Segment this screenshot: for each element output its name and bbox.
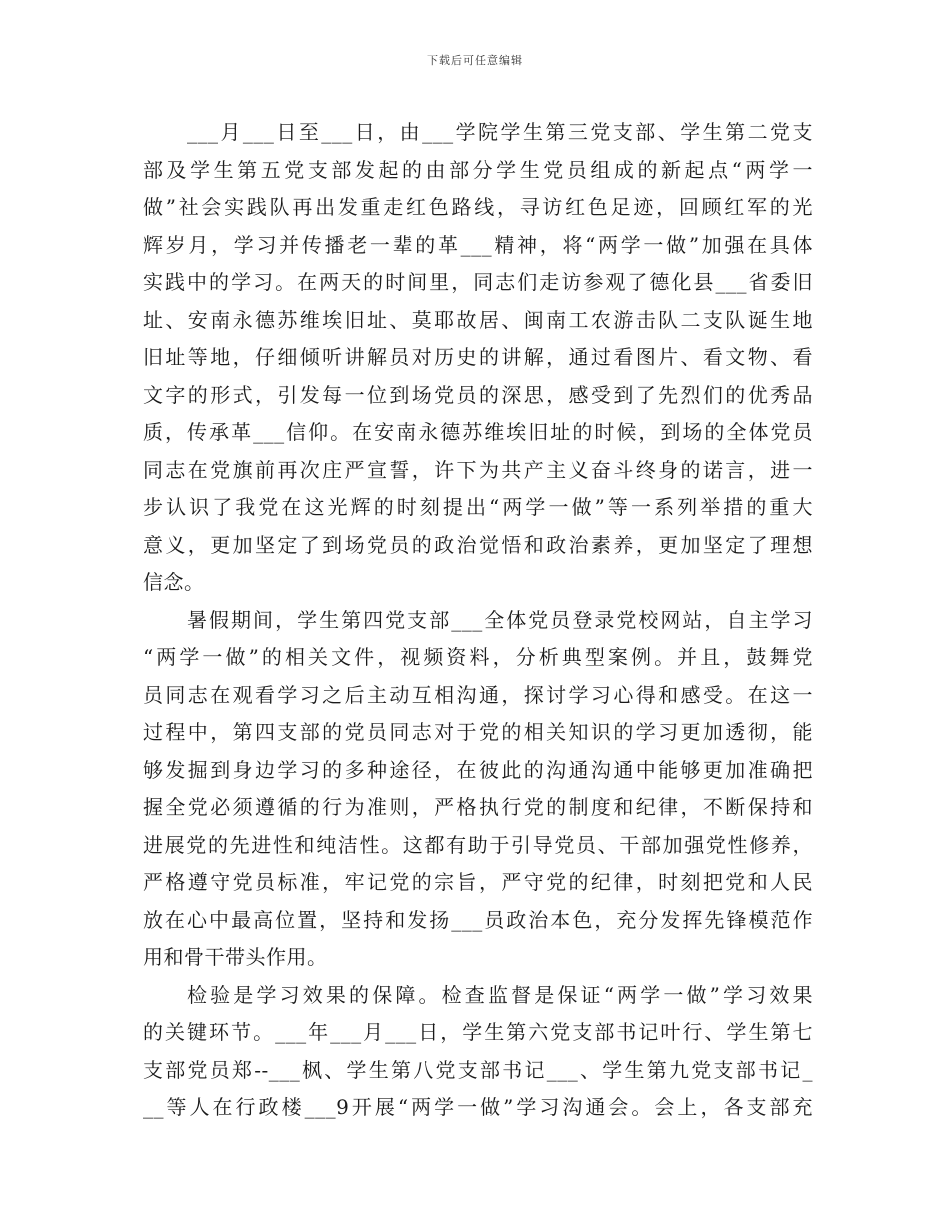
text-line: 址、安南永德苏维埃旧址、莫耶故居、闽南工农游击队二支队诞生地: [143, 307, 813, 332]
text-line: 够发掘到身边学习的多种途径，在彼此的沟通沟通中能够更加准确把: [143, 757, 813, 782]
text-line: 信念。: [143, 570, 205, 594]
document-body: [143, 114, 813, 1127]
text-line: 放在心中最高位置，坚持和发扬___员政治本色，充分发挥先锋模范作: [143, 907, 813, 932]
text-line: 实践中的学习。在两天的时间里，同志们走访参观了德化县___省委旧: [143, 270, 813, 294]
text-line: 步认识了我党在这光辉的时刻提出“两学一做”等一系列举措的重大: [143, 495, 813, 519]
text-line: 检验是学习效果的保障。检查监督是保证“两学一做”学习效果: [187, 982, 813, 1007]
text-line: 进展党的先进性和纯洁性。这都有助于引导党员、干部加强党性修养，: [143, 832, 813, 857]
text-line: 质，传承革___信仰。在安南永德苏维埃旧址的时候，到场的全体党员: [143, 420, 813, 444]
text-line: 暑假期间，学生第四党支部___全体党员登录党校网站，自主学习: [187, 607, 813, 632]
text-line: 支部党员郑--___枫、学生第八党支部书记___、学生第九党支部书记_: [143, 1057, 813, 1082]
text-line: ___月___日至___日，由___学院学生第三党支部、学生第二党支: [187, 120, 813, 144]
text-line: 握全党必须遵循的行为准则，严格执行党的制度和纪律，不断保持和: [143, 795, 813, 819]
text-line: 的关键环节。___年___月___日，学生第六党支部书记叶行、学生第七: [143, 1020, 813, 1044]
text-line: 用和骨干带头作用。: [143, 945, 328, 969]
text-line: 同志在党旗前再次庄严宣誓，许下为共产主义奋斗终身的诺言，进一: [143, 457, 813, 482]
text-line: 严格遵守党员标准，牢记党的宗旨，严守党的纪律，时刻把党和人民: [143, 870, 813, 894]
text-line: 做”社会实践队再出发重走红色路线，寻访红色足迹，回顾红军的光: [143, 195, 813, 219]
text-line: 辉岁月，学习并传播老一辈的革___精神，将“两学一做”加强在具体: [143, 232, 813, 257]
text-line: 过程中，第四支部的党员同志对于党的相关知识的学习更加透彻，能: [143, 720, 813, 744]
text-line: __等人在行政楼___9开展“两学一做”学习沟通会。会上，各支部充: [143, 1095, 813, 1119]
page-header: 下载后可任意编辑: [427, 54, 523, 67]
text-line: 意义，更加坚定了到场党员的政治觉悟和政治素养，更加坚定了理想: [143, 532, 813, 557]
text-line: 旧址等地，仔细倾听讲解员对历史的讲解，通过看图片、看文物、看: [143, 345, 813, 369]
text-line: “两学一做”的相关文件，视频资料，分析典型案例。并且，鼓舞党: [143, 645, 813, 669]
text-line: 员同志在观看学习之后主动互相沟通，探讨学习心得和感受。在这一: [143, 682, 813, 707]
text-line: 部及学生第五党支部发起的由部分学生党员组成的新起点“两学一: [143, 157, 813, 182]
text-line: 文字的形式，引发每一位到场党员的深思，感受到了先烈们的优秀品: [143, 382, 813, 407]
